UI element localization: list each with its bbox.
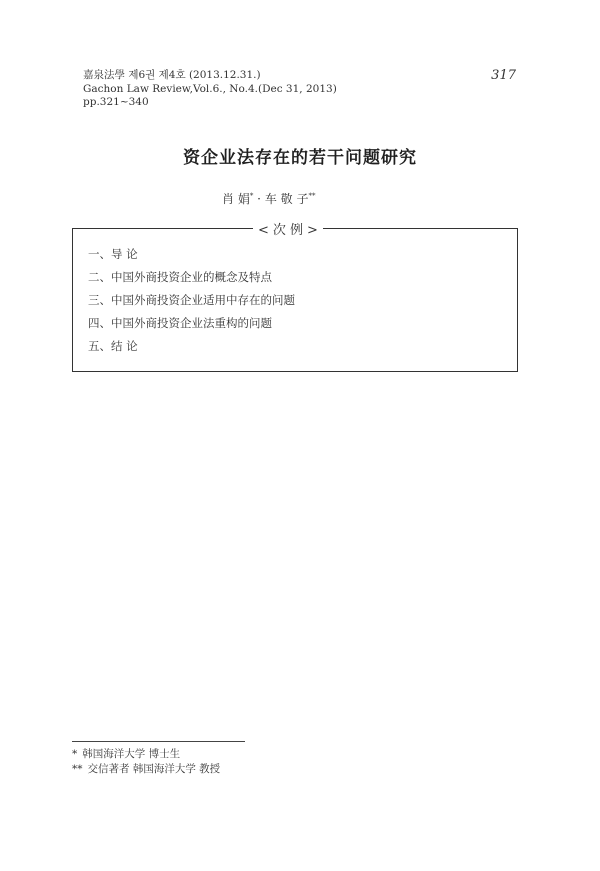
toc-item: 一、导 论 [88,247,138,261]
footnote-1-mark: * [72,748,78,760]
toc-list [88,243,295,358]
author-1-mark: * [249,192,254,200]
toc-heading-text: 次 例 [272,223,304,238]
toc-item: 三、中国外商投资企业适用中存在的问题 [88,293,295,307]
journal-korean: 嘉泉法學 제6권 제4호 (2013.12.31.) [83,69,261,81]
footnote-2-text: 交信著者 韩国海洋大学 教授 [87,763,221,775]
toc-heading [253,219,323,238]
toc-item: 五、结 论 [88,339,138,353]
author-2: 车 敬 子 [264,192,309,206]
page-range: pp.321~340 [83,96,149,108]
footnote-2 [72,762,220,777]
footnotes [72,747,220,777]
article-title: 资企业法存在的若干问题研究 [183,148,417,168]
toc-bracket-left: < [258,223,269,238]
footnote-1-text: 韩国海洋大学 博士生 [82,748,181,760]
footnote-divider [72,741,245,742]
journal-english: Gachon Law Review,Vol.6., No.4.(Dec 31, 2013) [83,82,337,95]
journal-header [83,69,337,110]
footnote-2-mark: ** [72,763,83,775]
table-of-contents [72,223,518,372]
footnote-1 [72,747,220,762]
authors-line [222,190,315,207]
author-2-mark: ** [308,192,316,200]
author-1: 肖 娟 [222,192,250,206]
author-separator: · [257,192,261,206]
page-number: 317 [491,68,516,83]
toc-bracket-right: > [307,223,318,238]
toc-item: 四、中国外商投资企业法重构的问题 [88,316,272,330]
toc-item: 二、中国外商投资企业的概念及特点 [88,270,272,284]
